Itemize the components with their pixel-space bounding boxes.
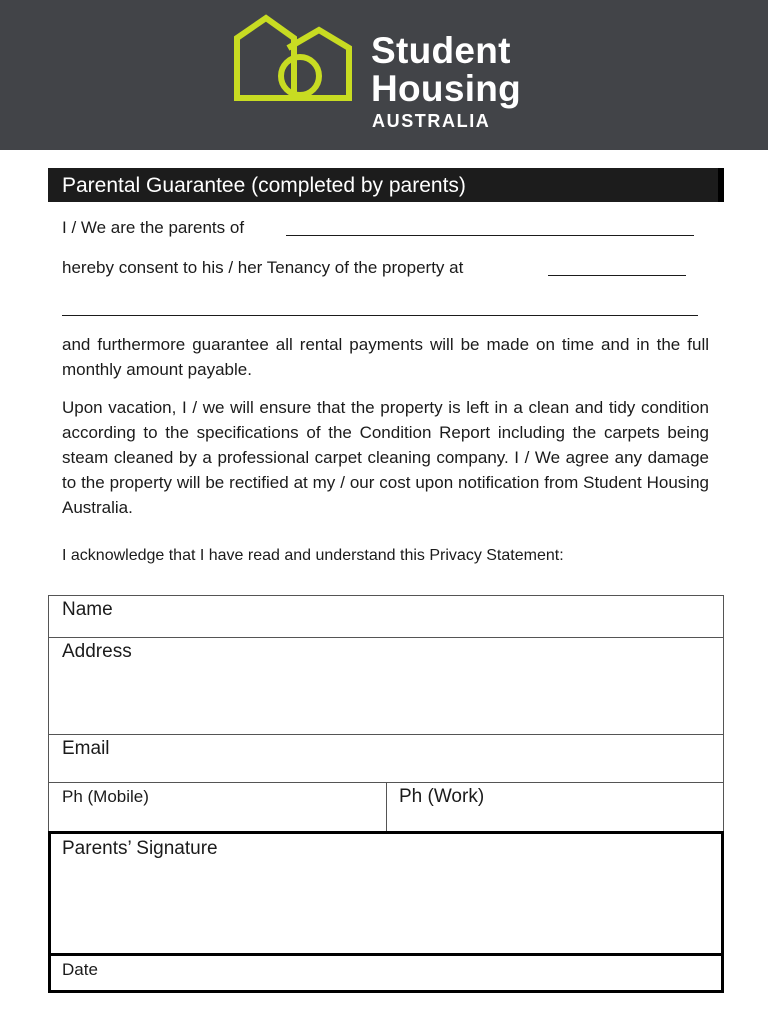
- date-label: Date: [62, 960, 98, 979]
- vacation-paragraph: Upon vacation, I / we will ensure that the property is left in a clean and tidy condition according to the specifications of the Condition Report including the carpets being steam cleaned by a professional carpet cleaning company. I / We agree any damage to the property will be rectified at my / our cost upon notification from Student Housing Australia.: [62, 398, 709, 517]
- address-field[interactable]: [48, 637, 724, 735]
- child-name-blank[interactable]: [286, 235, 694, 236]
- phone-mobile-label: Ph (Mobile): [62, 787, 149, 806]
- date-field[interactable]: [48, 953, 724, 993]
- brand-name-line2: Housing: [371, 68, 522, 109]
- header-banner: [0, 0, 768, 150]
- section-title: Parental Guarantee (completed by parents): [62, 174, 466, 197]
- section-bar-edge: [718, 168, 724, 202]
- guarantee-paragraph: and furthermore guarantee all rental payments will be made on time and in the full monthly amount payable.: [62, 335, 709, 379]
- email-field[interactable]: [48, 734, 724, 783]
- signature-label: Parents’ Signature: [62, 838, 218, 859]
- house-outline-logo-icon: [232, 14, 358, 106]
- property-address-blank-continued[interactable]: [62, 315, 698, 316]
- email-label: Email: [62, 738, 110, 759]
- name-label: Name: [62, 599, 113, 620]
- name-field[interactable]: [48, 595, 724, 638]
- consent-text: hereby consent to his / her Tenancy of the property at: [62, 258, 464, 277]
- phone-work-label: Ph (Work): [399, 786, 485, 807]
- parents-of-text: I / We are the parents of: [62, 218, 245, 237]
- brand-name-line1: Student: [371, 30, 511, 71]
- brand-subtitle: AUSTRALIA: [372, 111, 491, 131]
- privacy-acknowledgement: I acknowledge that I have read and understand this Privacy Statement:: [62, 547, 564, 564]
- address-label: Address: [62, 641, 132, 662]
- property-address-blank[interactable]: [548, 275, 686, 276]
